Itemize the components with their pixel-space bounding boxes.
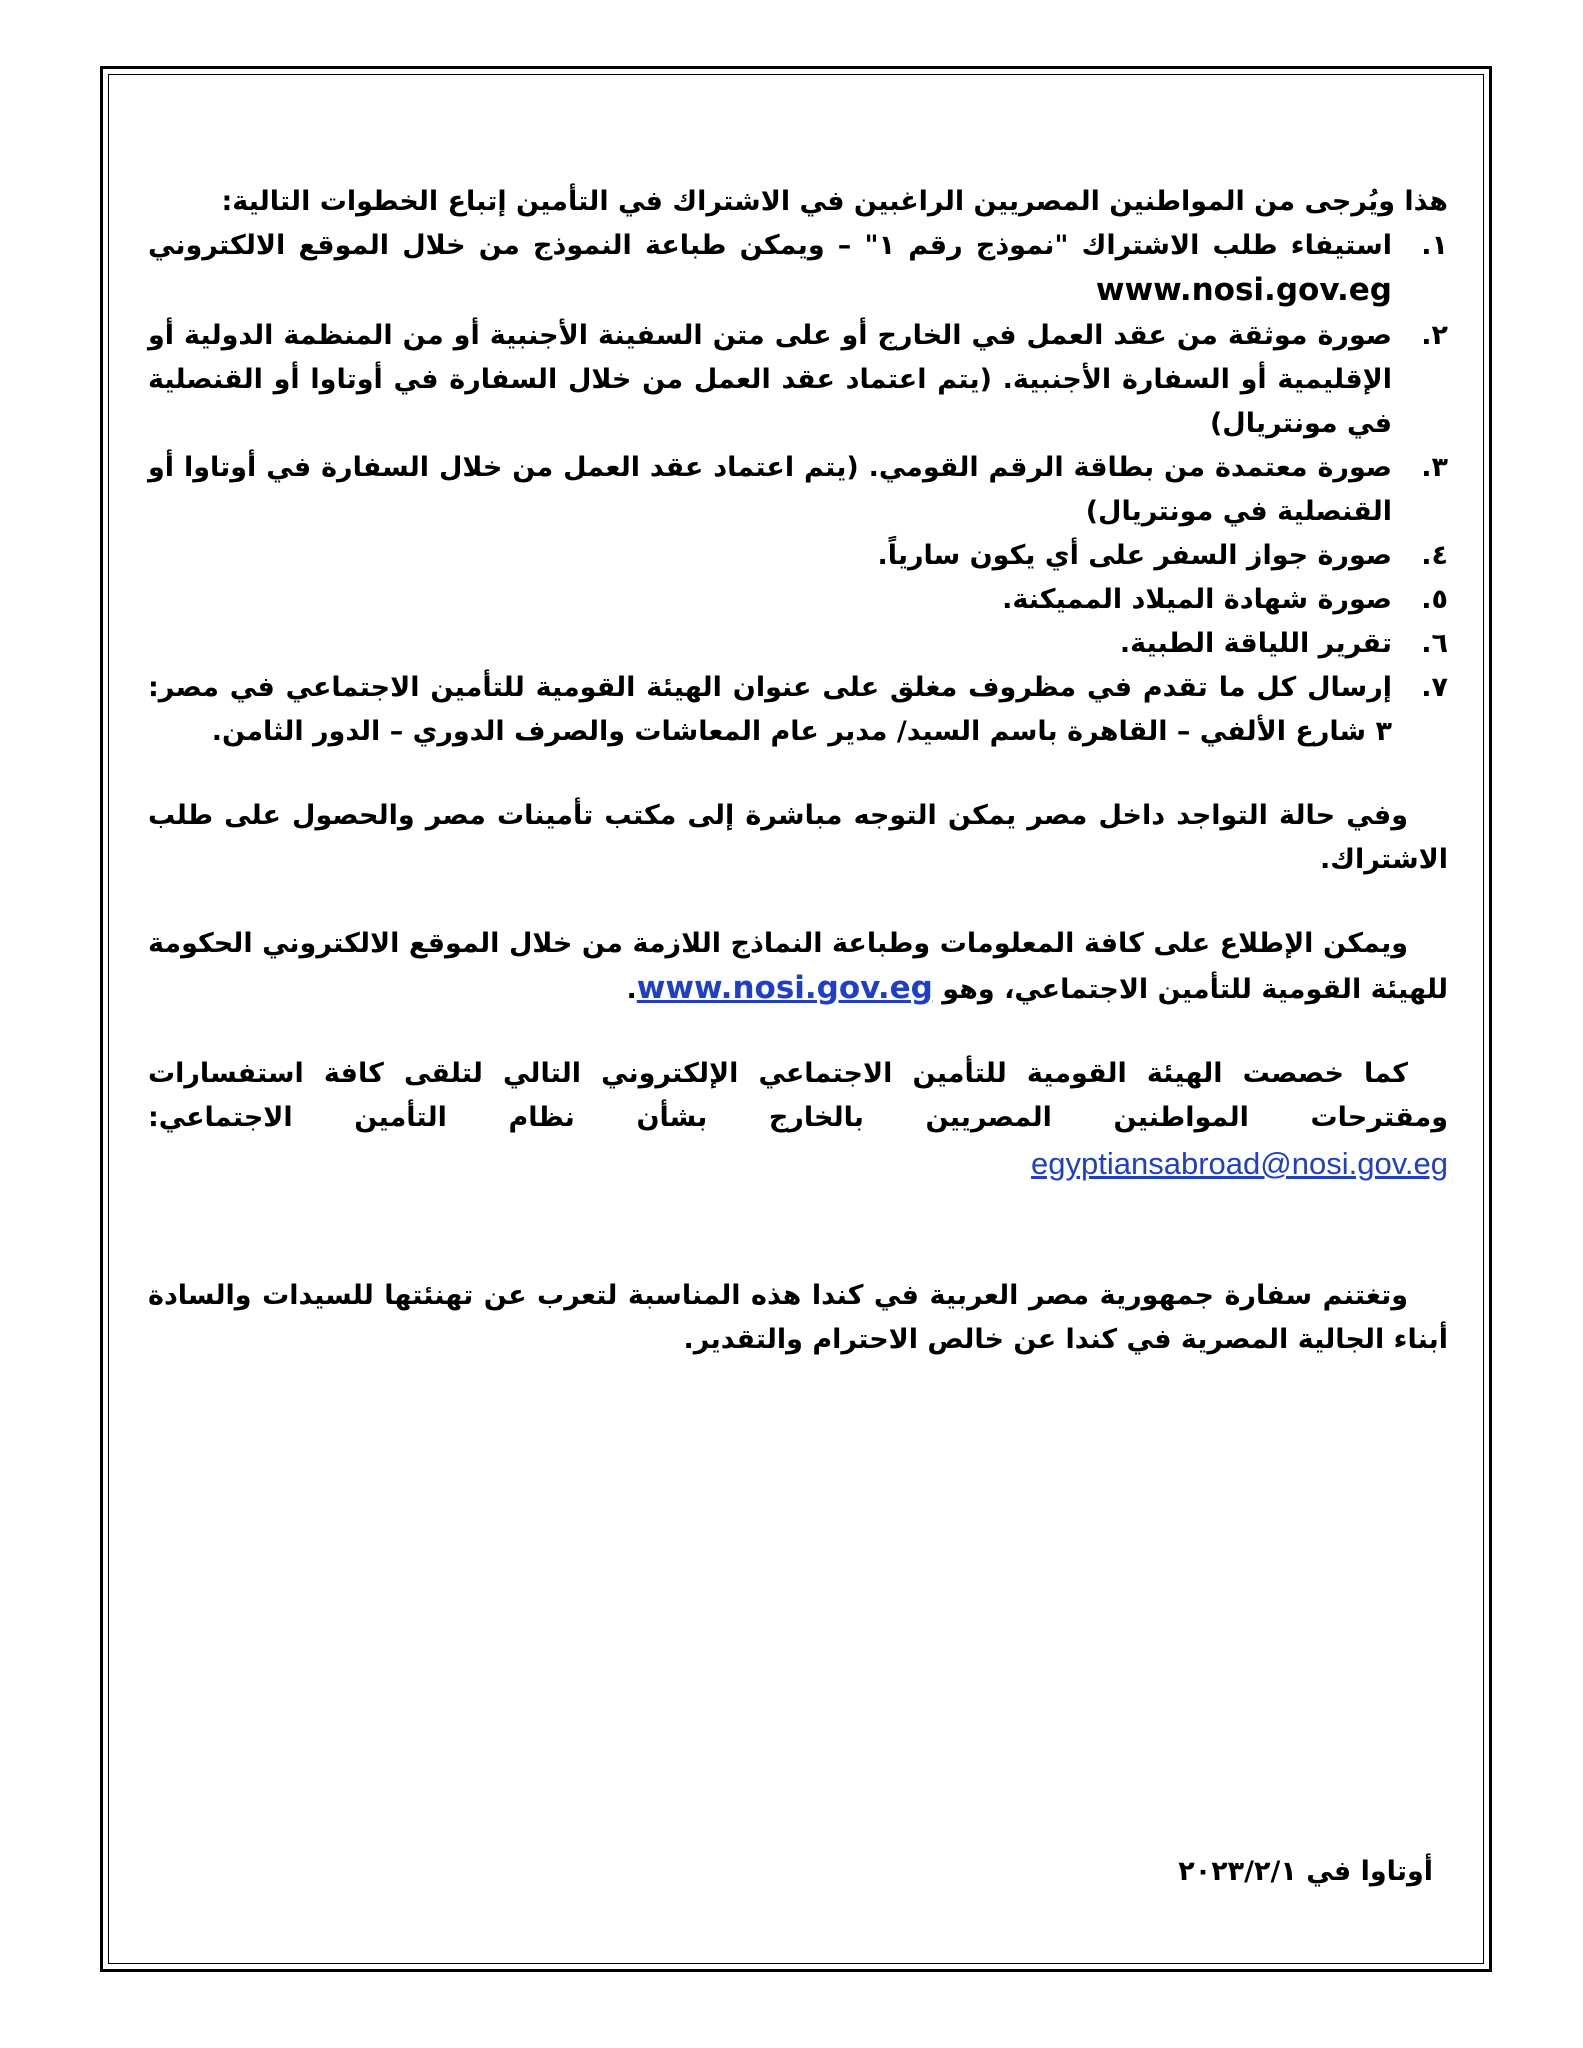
- list-item: [148, 446, 1448, 534]
- in-egypt-paragraph: وفي حالة التواجد داخل مصر يمكن التوجه مباشرة إلى مكتب تأمينات مصر والحصول على طلب الاشتراك.: [148, 800, 1448, 875]
- step-text: صورة جواز السفر على أي يكون سارياً.: [877, 540, 1392, 571]
- closing-paragraph: وتغتنم سفارة جمهورية مصر العربية في كندا هذه المناسبة لتعرب عن تهنئتها للسيدات والسادة أبناء الجالية المصرية في كندا عن خالص الاحترام والتقدير.: [148, 1280, 1448, 1355]
- document-body: [148, 180, 1448, 1362]
- list-item: [148, 622, 1448, 666]
- website-paragraph-text: ويمكن الإطلاع على كافة المعلومات وطباعة النماذج اللازمة من خلال الموقع الالكتروني الحكومة للهيئة القومية للتأمين الاجتماعي، وهو: [148, 928, 1448, 1005]
- step-number: ٣.: [1421, 452, 1448, 483]
- step-text: صورة موثقة من عقد العمل في الخارج أو على متن السفينة الأجنبية أو من المنظمة الدولية أو الإقليمية أو السفارة الأجنبية. (يتم اعتماد عقد العمل من خلال السفارة في أوتاوا أو القنصلية في مونتريال): [148, 320, 1392, 439]
- step-text: إرسال كل ما تقدم في مظروف مغلق على عنوان الهيئة القومية للتأمين الاجتماعي في مصر: ٣ شارع الألفي – القاهرة باسم السيد/ مدير عام المعاشات والصرف الدوري – الدور الثامن.: [148, 672, 1392, 747]
- step-number: ٥.: [1421, 584, 1448, 615]
- steps-list: [148, 224, 1448, 754]
- website-paragraph: [148, 922, 1448, 1012]
- step-text: صورة معتمدة من بطاقة الرقم القومي. (يتم اعتماد عقد العمل من خلال السفارة في أوتاوا أو القنصلية في مونتريال): [148, 452, 1392, 527]
- list-item: [148, 534, 1448, 578]
- email-line: [148, 1140, 1448, 1190]
- email-link[interactable]: egyptiansabroad@nosi.gov.eg: [1031, 1146, 1448, 1181]
- list-item: [148, 666, 1448, 754]
- step-number: ١.: [1421, 230, 1448, 261]
- email-paragraph-line2: ومقترحات المواطنين المصريين بالخارج بشأن نظام التأمين الاجتماعي:: [148, 1102, 1448, 1133]
- step-number: ٤.: [1421, 540, 1448, 571]
- dateline: أوتاوا في ٢٠٢٣/٢/١: [1178, 1856, 1433, 1887]
- step-text: تقرير اللياقة الطبية.: [1119, 628, 1392, 659]
- step-number: ٧.: [1421, 672, 1448, 703]
- list-item: [148, 224, 1448, 314]
- list-item: [148, 578, 1448, 622]
- website-link[interactable]: www.nosi.gov.eg: [636, 970, 933, 1006]
- email-paragraph-line1: كما خصصت الهيئة القومية للتأمين الاجتماعي الإلكتروني التالي لتلقى كافة استفسارات: [148, 1058, 1408, 1089]
- step-text: صورة شهادة الميلاد المميكنة.: [1002, 584, 1392, 615]
- step-text: استيفاء طلب الاشتراك "نموذج رقم ١" – ويمكن طباعة النموذج من خلال الموقع الالكتروني: [148, 230, 1393, 261]
- step-number: ٦.: [1421, 628, 1448, 659]
- intro-text: هذا ويُرجى من المواطنين المصريين الراغبين في الاشتراك في التأمين إتباع الخطوات التالية:: [221, 186, 1448, 217]
- step-url: www.nosi.gov.eg: [1095, 272, 1392, 308]
- website-paragraph-end: .: [626, 974, 637, 1005]
- step-number: ٢.: [1421, 320, 1448, 351]
- list-item: [148, 314, 1448, 446]
